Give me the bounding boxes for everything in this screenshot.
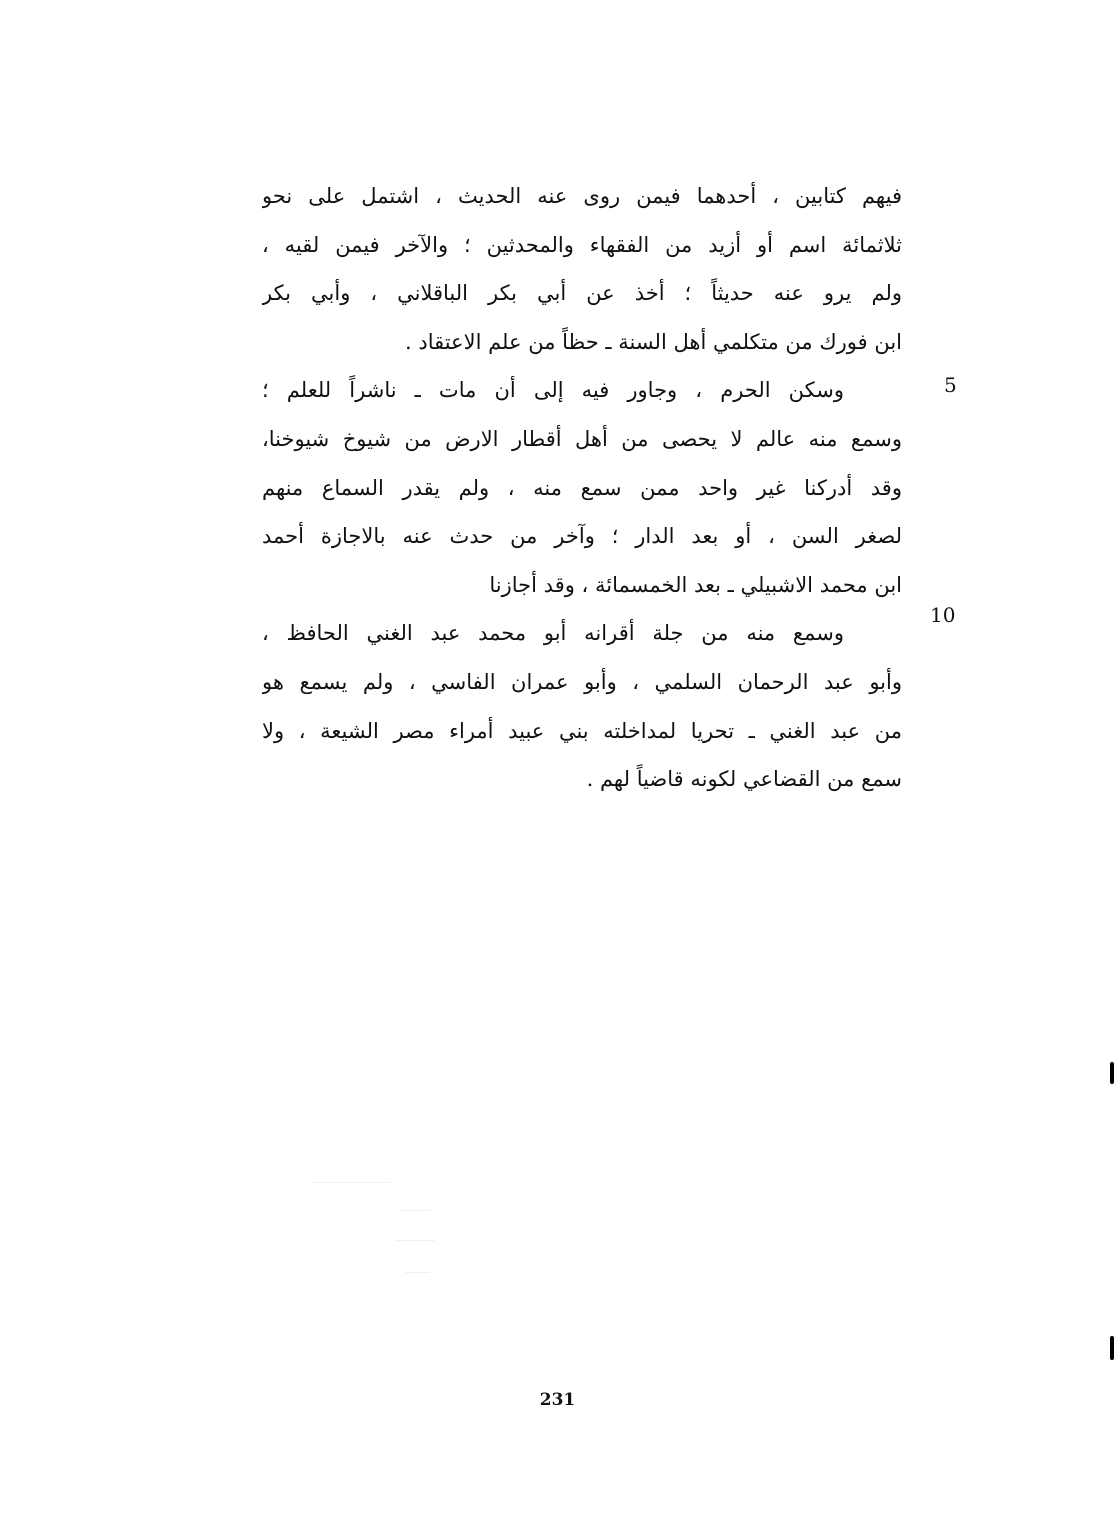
paragraph-3 xyxy=(262,609,902,803)
text-line: وقد أدركنا غير واحد ممن سمع منه ، ولم يقدر السماع منهم xyxy=(262,475,902,500)
text-line: وأبو عبد الرحمان السلمي ، وأبو عمران الفاسي ، ولم يسمع هو xyxy=(262,669,902,694)
scan-mark xyxy=(1110,1336,1114,1360)
text-line: وسمع منه من جلة أقرانه أبو محمد عبد الغني الحافظ ، xyxy=(262,621,844,646)
text-line: لصغر السن ، أو بعد الدار ؛ وآخر من حدث عنه بالاجازة أحمد xyxy=(262,524,902,549)
text-line: سمع من القضاعي لكونه قاضياً لهم . xyxy=(586,767,902,792)
text-line: فيهم كتابين ، أحدهما فيمن روى عنه الحديث ، اشتمل على نحو xyxy=(262,184,902,208)
paragraph-2 xyxy=(262,366,902,609)
text-line: ابن فورك من متكلمي أهل السنة ـ حظاً من علم الاعتقاد . xyxy=(405,329,902,354)
paragraph-1 xyxy=(262,172,902,366)
body-text xyxy=(262,172,902,804)
scan-noise xyxy=(310,1180,440,1280)
text-line: ثلاثمائة اسم أو أزيد من الفقهاء والمحدثين ؛ والآخر فيمن لقيه ، xyxy=(262,232,902,257)
scan-mark xyxy=(1110,1062,1114,1084)
text-line: ابن محمد الاشبيلي ـ بعد الخمسمائة ، وقد أجازنا xyxy=(489,572,902,597)
line-number: 10 xyxy=(930,603,956,627)
text-line: من عبد الغني ـ تحريا لمداخلته بني عبيد أمراء مصر الشيعة ، ولا xyxy=(262,718,902,743)
text-line: ولم يرو عنه حديثاً ؛ أخذ عن أبي بكر الباقلاني ، وأبي بكر xyxy=(262,281,902,306)
text-line: وسمع منه عالم لا يحصى من أهل أقطار الارض من شيوخ شيوخنا، xyxy=(262,426,902,451)
line-number: 5 xyxy=(944,373,957,397)
text-line: وسكن الحرم ، وجاور فيه إلى أن مات ـ ناشراً للعلم ؛ xyxy=(262,378,844,403)
page-number: 231 xyxy=(539,1390,576,1410)
